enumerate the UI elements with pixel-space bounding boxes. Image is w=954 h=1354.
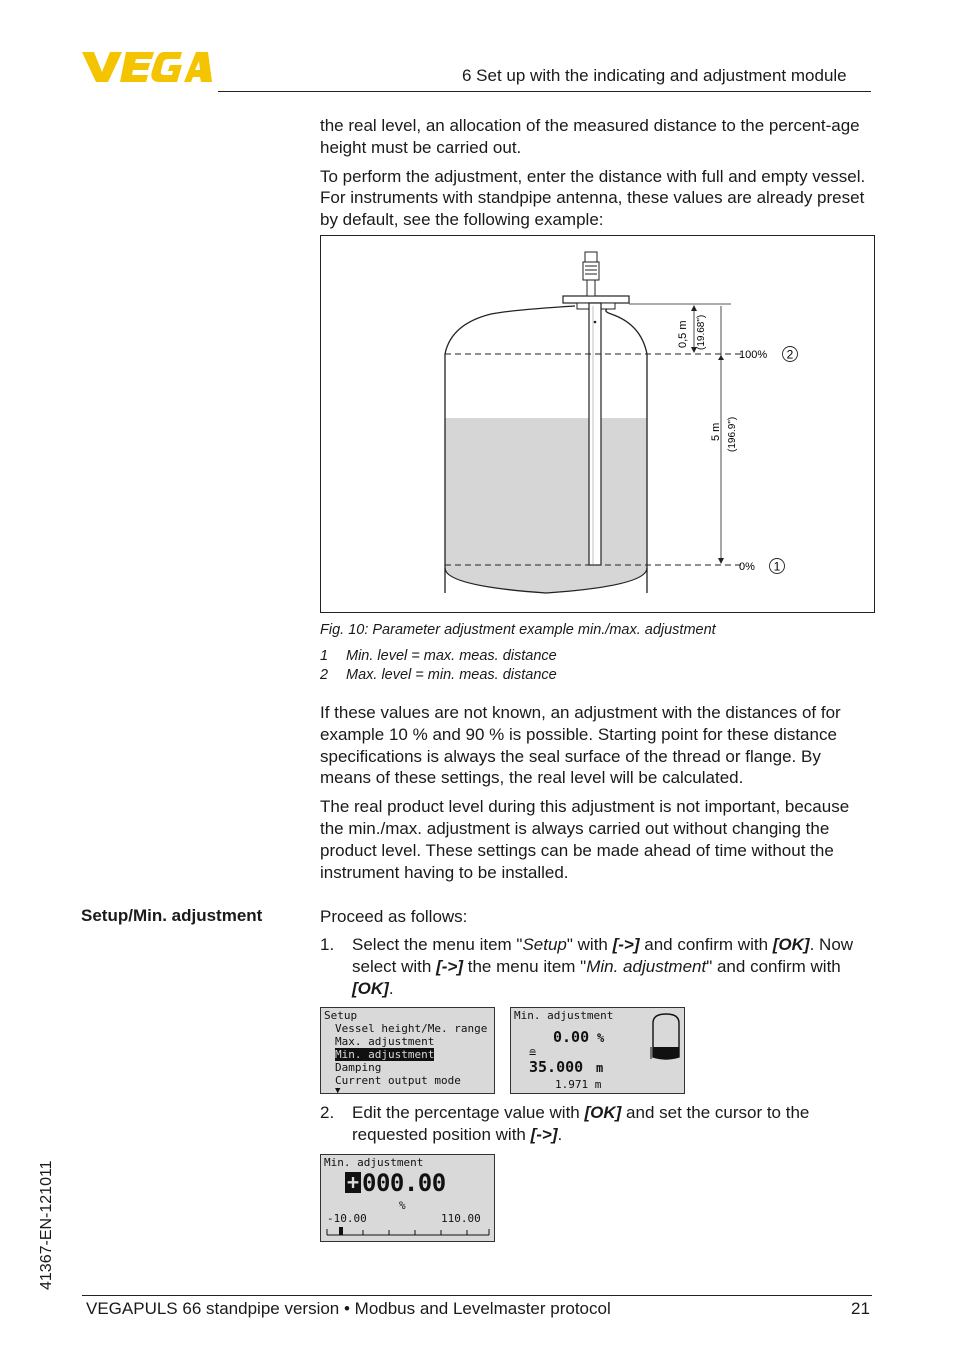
legend-text: Max. level = min. meas. distance bbox=[346, 667, 557, 683]
dim-top-in: (19.68") bbox=[696, 314, 707, 350]
label-100-percent: 100% bbox=[739, 349, 768, 361]
footer-rule bbox=[82, 1295, 872, 1296]
lcd-title: Setup bbox=[324, 1009, 358, 1022]
label-0-percent: 0% bbox=[739, 561, 755, 573]
menu-item-max-adjustment[interactable]: Max. adjustment bbox=[335, 1035, 435, 1048]
procedure-lead: Proceed as follows: bbox=[320, 907, 468, 926]
footer-title: VEGAPULS 66 standpipe version • Modbus and Levelmaster protocol bbox=[86, 1299, 611, 1318]
step-2-text: Edit the percentage value with [OK] and set the cursor to the requested position with [->]. bbox=[352, 1103, 810, 1144]
dim-top-m: 0,5 m bbox=[677, 320, 689, 348]
figure-caption: Fig. 10: Parameter adjustment example min./max. adjustment bbox=[320, 622, 716, 638]
sub-distance: 1.971 m bbox=[555, 1078, 602, 1091]
flange bbox=[563, 296, 629, 303]
legend-item-1 bbox=[320, 648, 557, 664]
body-paragraph-4: The real product level during this adjustment is not important, because the min./max. adjustment is always carried out without changing the product level. These settings can be made ahead of time without the instrument having to be installed. bbox=[320, 797, 850, 882]
lcd-setup-menu bbox=[320, 1007, 495, 1094]
step-1-text: Select the menu item "Setup" with [->] and confirm with [OK]. Now select with [->] the menu item "Min. adjustment" and confirm with [OK]. bbox=[352, 935, 854, 998]
lcd-title: Min. adjustment bbox=[514, 1009, 614, 1022]
section-title: 6 Set up with the indicating and adjustment module bbox=[462, 66, 847, 85]
lcd-title: Min. adjustment bbox=[324, 1156, 424, 1169]
scale-min: -10.00 bbox=[327, 1212, 367, 1225]
menu-item-damping[interactable]: Damping bbox=[335, 1061, 382, 1074]
menu-item-vessel-height[interactable]: Vessel height/Me. range bbox=[335, 1022, 488, 1035]
step-1 bbox=[320, 934, 880, 1000]
standpipe bbox=[589, 303, 601, 565]
step-2 bbox=[320, 1102, 880, 1148]
side-label: Setup/Min. adjustment bbox=[81, 906, 263, 925]
marker-2: 2 bbox=[786, 347, 794, 362]
equiv-symbol: ≘ bbox=[529, 1046, 537, 1060]
lcd-min-adjustment bbox=[510, 1007, 685, 1094]
dim-main-in: (196.9") bbox=[727, 416, 738, 452]
legend-text: Min. level = max. meas. distance bbox=[346, 648, 557, 664]
body-paragraph-3: If these values are not known, an adjustment with the distances of for example 10 % and 90 % is possible. Starting point for these distance specifications is always the seal surface of the thread or flange. By means of these settings, the real level will be calculated. bbox=[320, 703, 841, 788]
header-rule bbox=[218, 91, 871, 92]
step-number: 1. bbox=[320, 935, 335, 954]
instrument-head bbox=[585, 252, 597, 262]
distance-value: 35.000 bbox=[529, 1058, 584, 1076]
scale-bar bbox=[325, 1225, 491, 1237]
body-text bbox=[320, 702, 876, 883]
step-number: 2. bbox=[320, 1103, 335, 1122]
doc-number: 41367-EN-121011 bbox=[38, 1160, 55, 1290]
scroll-down-icon[interactable]: ▼ bbox=[335, 1086, 341, 1096]
vega-logo bbox=[80, 50, 212, 84]
tank-diagram bbox=[321, 236, 874, 612]
page-number: 21 bbox=[851, 1299, 870, 1318]
dim-main-m: 5 m bbox=[710, 422, 722, 441]
legend-num: 2 bbox=[320, 667, 329, 683]
adjustment-figure bbox=[320, 235, 875, 613]
tank-icon bbox=[647, 1011, 685, 1063]
percent-unit: % bbox=[597, 1031, 605, 1045]
intro bbox=[320, 115, 876, 231]
lcd-edit-value bbox=[320, 1154, 495, 1242]
menu-item-min-adjustment[interactable]: Min. adjustment bbox=[335, 1048, 435, 1061]
legend-item-2 bbox=[320, 667, 557, 683]
intro-paragraph-2: To perform the adjustment, enter the distance with full and empty vessel. For instruments with standpipe antenna, these values are already preset by default, see the following example: bbox=[320, 166, 866, 230]
intro-paragraph-1: the real level, an allocation of the measured distance to the percent-age height must be carried out. bbox=[320, 116, 860, 157]
marker-1: 1 bbox=[773, 559, 781, 574]
sign-cursor[interactable]: + bbox=[346, 1170, 360, 1194]
edit-value[interactable]: 000.00 bbox=[362, 1169, 446, 1197]
distance-unit: m bbox=[596, 1061, 604, 1075]
menu-item-current-output-mode[interactable]: Current output mode bbox=[335, 1074, 461, 1087]
unit: % bbox=[399, 1199, 406, 1212]
legend-num: 1 bbox=[320, 648, 329, 664]
product-fill bbox=[445, 418, 647, 593]
percent-value: 0.00 bbox=[553, 1028, 590, 1046]
scale-max: 110.00 bbox=[441, 1212, 481, 1225]
